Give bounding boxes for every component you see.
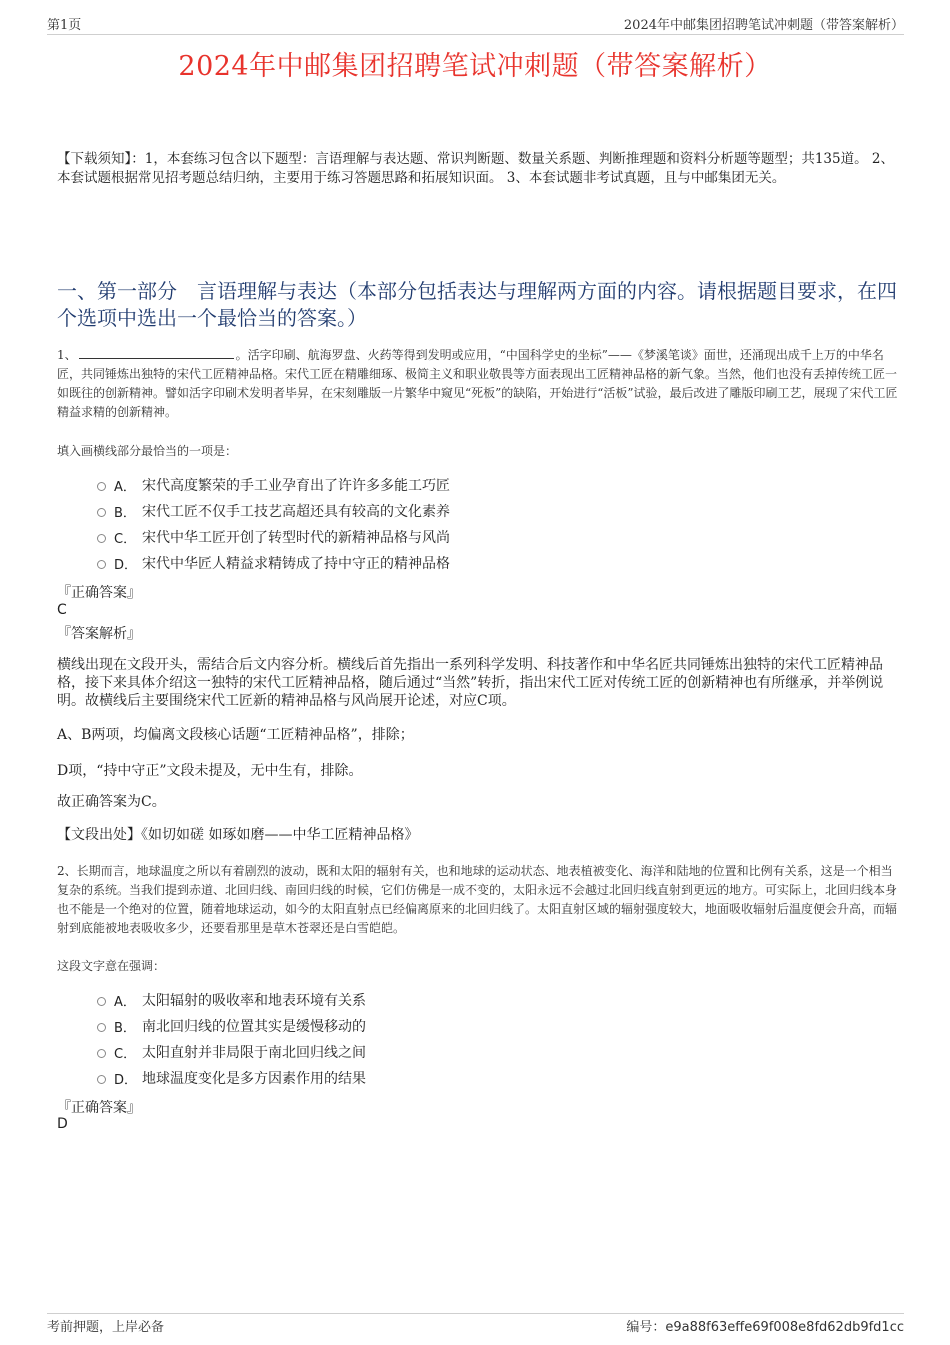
- question-1-number: 1、: [57, 348, 77, 362]
- page-footer: [47, 1313, 904, 1336]
- answer-label: 『正确答案』: [57, 585, 141, 601]
- footer-code: [626, 1316, 904, 1336]
- option-letter: A．: [114, 479, 136, 495]
- radio-icon[interactable]: [97, 534, 106, 543]
- option-letter: B．: [114, 1020, 136, 1036]
- question-1-body: 。活字印刷、航海罗盘、火药等得到发明或应用，“中国科学史的坐标”——《梦溪笔谈》面世，还涌现出成千上万的中华名匠，共同锤炼出独特的宋代工匠精神品格。宋代工匠在精雕细琢、极简主义和职业敬畏等方面表现出工匠精神品格的新气象。当然，他们也没有丢掉传统工匠一如既往的创新精神。譬如活字印刷术发明者毕昇，在宋刻雕版一片繁华中窥见“死板”的缺陷，开始进行“活板”试验，最后改进了雕版印刷工艺，展现了宋代工匠精益求精的创新精神。: [57, 348, 898, 419]
- option-text: 宋代高度繁荣的手工业孕育出了许许多多能工巧匠: [142, 478, 450, 494]
- option-c[interactable]: [97, 524, 450, 550]
- option-text: 宋代中华匠人精益求精铸成了持中守正的精神品格: [142, 556, 450, 572]
- question-2-options: [97, 987, 366, 1091]
- question-1-options: [97, 472, 450, 576]
- radio-icon[interactable]: [97, 1049, 106, 1058]
- option-letter: B．: [114, 505, 136, 521]
- analysis-exclude-d: D项，“持中守正”文段未提及，无中生有，排除。: [57, 763, 363, 779]
- page-number: 第1页: [47, 18, 82, 33]
- question-1-prompt: 填入画横线部分最恰当的一项是：: [57, 444, 238, 458]
- footer-code-value: e9a88f63effe69f008e8fd62db9fd1cc: [665, 1320, 904, 1335]
- radio-icon[interactable]: [97, 560, 106, 569]
- option-letter: A．: [114, 994, 136, 1010]
- option-text: 地球温度变化是多方因素作用的结果: [142, 1071, 366, 1087]
- option-b[interactable]: [97, 1013, 366, 1039]
- option-a[interactable]: [97, 472, 450, 498]
- section-heading: 一、第一部分 言语理解与表达（本部分包括表达与理解两方面的内容。请根据题目要求，在四个选项中选出一个最恰当的答案。）: [57, 279, 897, 330]
- analysis-conclusion: 故正确答案为C。: [57, 794, 166, 810]
- document-title: 2024年中邮集团招聘笔试冲刺题（带答案解析）: [178, 51, 772, 82]
- analysis-text: 横线出现在文段开头，需结合后文内容分析。横线后首先指出一系列科学发明、科技著作和中华名匠共同锤炼出独特的宋代工匠精神品格，接下来具体介绍这一独特的宋代工匠精神品格，随后通过“当然”转折，指出宋代工匠对传统工匠的创新精神也有所继承，并举例说明。故横线后主要围绕宋代工匠新的精神品格与风尚展开论述，对应C项。: [57, 657, 884, 709]
- download-notice: 【下载须知】：1，本套练习包含以下题型：言语理解与表达题、常识判断题、数量关系题、判断推理题和资料分析题等题型；共135道。 2、本套试题根据常见招考题总结归纳，主要用于练习答题思路和拓展知识面。 3、本套试题非考试真题，且与中邮集团无关。: [57, 151, 894, 186]
- option-text: 宋代中华工匠开创了转型时代的新精神品格与风尚: [142, 530, 450, 546]
- question-1-text: [57, 346, 899, 422]
- option-d[interactable]: [97, 1065, 366, 1091]
- answer-value: C: [57, 602, 67, 618]
- footer-slogan: 考前押题，上岸必备: [47, 1320, 165, 1335]
- option-letter: D．: [114, 1072, 138, 1088]
- option-b[interactable]: [97, 498, 450, 524]
- footer-code-label: 编号：: [626, 1320, 666, 1335]
- option-d[interactable]: [97, 550, 450, 576]
- option-a[interactable]: [97, 987, 366, 1013]
- header-doc-title: 2024年中邮集团招聘笔试冲刺题（带答案解析）: [623, 18, 904, 33]
- radio-icon[interactable]: [97, 508, 106, 517]
- analysis-label: 『答案解析』: [57, 626, 141, 642]
- question-2-text: 2、长期而言，地球温度之所以有着剧烈的波动，既和太阳的辐射有关，也和地球的运动状态、地表植被变化、海洋和陆地的位置和比例有关系，这是一个相当复杂的系统。当我们提到赤道、北回归线、南回归线的时候，它们仿佛是一成不变的，太阳永远不会越过北回归线直射到更远的地方。可实际上，北回归线本身也不能是一个绝对的位置，随着地球运动，如今的太阳直射点已经偏离原来的北回归线了。太阳直射区域的辐射强度较大，地面吸收辐射后温度便会升高，而辐射到底能被地表吸收多少，还要看那里是草木苍翠还是白雪皑皑。: [57, 864, 898, 935]
- radio-icon[interactable]: [97, 1075, 106, 1084]
- option-c[interactable]: [97, 1039, 366, 1065]
- fill-blank: [79, 346, 234, 359]
- radio-icon[interactable]: [97, 482, 106, 491]
- option-letter: D．: [114, 557, 138, 573]
- answer-value: D: [57, 1116, 68, 1132]
- passage-source: 【文段出处】《如切如磋 如琢如磨——中华工匠精神品格》: [57, 827, 419, 843]
- option-letter: C．: [114, 531, 137, 547]
- option-letter: C．: [114, 1046, 137, 1062]
- radio-icon[interactable]: [97, 997, 106, 1006]
- answer-label: 『正确答案』: [57, 1100, 141, 1116]
- option-text: 宋代工匠不仅手工技艺高超还具有较高的文化素养: [142, 504, 450, 520]
- question-2-prompt: 这段文字意在强调：: [57, 959, 166, 973]
- option-text: 太阳辐射的吸收率和地表环境有关系: [142, 993, 366, 1009]
- page-header: [47, 14, 904, 35]
- option-text: 太阳直射并非局限于南北回归线之间: [142, 1045, 366, 1061]
- option-text: 南北回归线的位置其实是缓慢移动的: [142, 1019, 366, 1035]
- analysis-exclude-ab: A、B两项，均偏离文段核心话题“工匠精神品格”，排除；: [57, 727, 414, 743]
- radio-icon[interactable]: [97, 1023, 106, 1032]
